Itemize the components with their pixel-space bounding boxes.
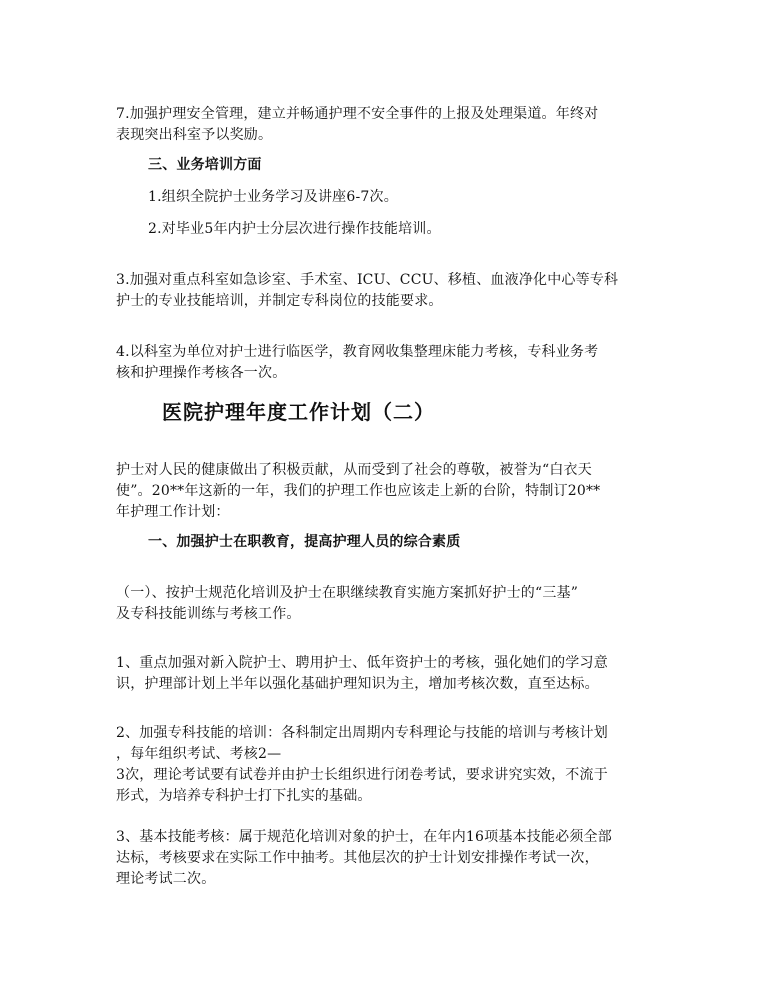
text-line: 3.加强对重点科室如急诊室、手术室、ICU、CCU、移植、血液净化中心等专科 <box>116 272 619 288</box>
list-item-1 <box>116 653 661 695</box>
text-line: 年护理工作计划： <box>116 504 230 520</box>
text-line: 2、加强专科技能的培训：各科制定出周期内专科理论与技能的培训与考核计划 <box>116 725 608 741</box>
training-item-3 <box>116 270 661 312</box>
text-line: 及专科技能训练与考核工作。 <box>116 606 301 622</box>
text-line: 7.加强护理安全管理，建立并畅通护理不安全事件的上报及处理渠道。年终对 <box>116 106 599 122</box>
text-line: 3、基本技能考核：属于规范化培训对象的护士，在年内16项基本技能必须全部 <box>116 829 612 845</box>
text-line: 理论考试二次。 <box>116 871 216 887</box>
text-line: 表现突出科室予以奖励。 <box>116 127 273 143</box>
text-line: 护士的专业技能培训，并制定专科岗位的技能要求。 <box>116 293 443 309</box>
text-line: ，每年组织考试、考核2— <box>116 746 282 762</box>
text-line: 核和护理操作考核各一次。 <box>116 365 287 381</box>
training-item-2: 2.对毕业5年内护士分层次进行操作技能培训。 <box>148 221 441 237</box>
subsection-training-plan <box>116 583 661 625</box>
section-heading-training: 三、业务培训方面 <box>148 157 262 173</box>
text-line: 1、重点加强对新入院护士、聘用护士、低年资护士的考核，强化她们的学习意 <box>116 655 608 671</box>
list-item-2 <box>116 723 661 807</box>
document-title: 医院护理年度工作计划（二） <box>162 400 435 424</box>
intro-paragraph <box>116 460 661 523</box>
training-item-4 <box>116 342 661 384</box>
text-line: 识，护理部计划上半年以强化基础护理知识为主，增加考核次数，直至达标。 <box>116 676 599 692</box>
text-line: 形式，为培养专科护士打下扎实的基础。 <box>116 788 372 804</box>
paragraph-safety-management <box>116 104 661 146</box>
section-heading-education: 一、加强护士在职教育，提高护理人员的综合素质 <box>148 534 461 550</box>
text-line: 使”。20**年这新的一年，我们的护理工作也应该走上新的台阶，特制订20** <box>116 483 601 499</box>
text-line: （一）、按护士规范化培训及护士在职继续教育实施方案抓好护士的“三基” <box>116 585 579 601</box>
text-line: 达标，考核要求在实际工作中抽考。其他层次的护士计划安排操作考试一次， <box>116 850 599 866</box>
training-item-1: 1.组织全院护士业务学习及讲座6-7次。 <box>148 189 398 205</box>
list-item-3 <box>116 827 661 890</box>
text-line: 护士对人民的健康做出了积极贡献，从而受到了社会的尊敬，被誉为“白衣天 <box>116 462 592 478</box>
text-line: 4.以科室为单位对护士进行临医学，教育网收集整理床能力考核，专科业务考 <box>116 344 599 360</box>
text-line: 3次，理论考试要有试卷并由护士长组织进行闭卷考试，要求讲究实效，不流于 <box>116 767 608 783</box>
